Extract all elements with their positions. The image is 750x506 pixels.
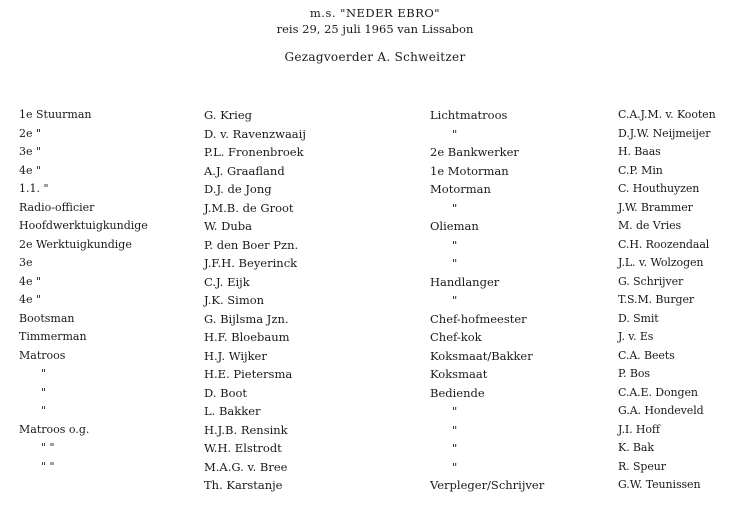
rank-column-right bbox=[430, 106, 610, 495]
crew-name-entry: T.S.M. Burger bbox=[618, 293, 695, 306]
rank-entry: 1e Stuurman bbox=[19, 108, 92, 121]
rank-entry: Chef-hofmeester bbox=[430, 311, 527, 326]
rank-entry: " bbox=[452, 441, 458, 455]
crew-name-entry: P. den Boer Pzn. bbox=[204, 237, 299, 252]
crew-name-entry: W.H. Elstrodt bbox=[204, 441, 282, 455]
crew-name-entry: G.W. Teunissen bbox=[618, 478, 701, 491]
rank-entry: 2e Bankwerker bbox=[430, 145, 519, 159]
crew-name-entry: L. Bakker bbox=[204, 404, 261, 418]
crew-name-entry: C.H. Roozendaal bbox=[618, 237, 710, 251]
crew-name-entry: D.J. de Jong bbox=[204, 182, 272, 196]
crew-name-entry: M. de Vries bbox=[618, 219, 682, 232]
rank-entry: Koksmaat/Bakker bbox=[430, 348, 533, 363]
crew-name-entry: J.L. v. Wolzogen bbox=[618, 256, 704, 269]
crew-name-entry: R. Speur bbox=[618, 459, 666, 473]
rank-entry: " bbox=[452, 256, 458, 270]
crew-name-entry: G. Schrijver bbox=[618, 274, 684, 288]
crew-name-entry: W. Duba bbox=[204, 219, 252, 233]
rank-entry: Motorman bbox=[430, 182, 491, 196]
crew-name-entry: P. Bos bbox=[618, 367, 650, 380]
crew-name-entry: C.A.J.M. v. Kooten bbox=[618, 108, 716, 121]
crew-name-entry: D. Smit bbox=[618, 311, 659, 325]
rank-entry: Lichtmatroos bbox=[430, 108, 508, 122]
rank-entry: " bbox=[41, 367, 47, 380]
name-column-left bbox=[204, 106, 404, 495]
rank-entry: 4e " bbox=[19, 274, 42, 288]
crew-name-entry: J. v. Es bbox=[618, 330, 654, 343]
captain-line: Gezagvoerder A. Schweitzer bbox=[284, 50, 466, 64]
rank-entry: 3e " bbox=[19, 145, 42, 158]
crew-name-entry: C.J. Eijk bbox=[204, 274, 250, 289]
rank-entry: " bbox=[452, 422, 458, 437]
crew-name-entry: C.P. Min bbox=[618, 163, 663, 177]
crew-name-entry: G.A. Hondeveld bbox=[618, 404, 704, 417]
rank-entry: Radio-officier bbox=[19, 200, 95, 214]
rank-entry: Chef-kok bbox=[430, 330, 482, 344]
rank-entry: " " bbox=[41, 441, 55, 454]
rank-entry: " bbox=[452, 404, 458, 418]
rank-entry: " bbox=[41, 385, 47, 399]
rank-entry: " bbox=[452, 200, 458, 215]
rank-column-left bbox=[19, 106, 194, 476]
crew-name-entry: C. Houthuyzen bbox=[618, 182, 700, 195]
rank-entry: Timmerman bbox=[19, 330, 87, 343]
crew-name-entry: A.J. Graafland bbox=[204, 163, 285, 178]
crew-name-entry: H. Baas bbox=[618, 145, 661, 158]
voyage-line: reis 29, 25 juli 1965 van Lissabon bbox=[276, 22, 474, 36]
crew-name-entry: J.W. Brammer bbox=[618, 200, 693, 214]
crew-name-entry: D.J.W. Neijmeijer bbox=[618, 126, 711, 140]
rank-entry: " bbox=[452, 293, 458, 307]
rank-entry: 1e Motorman bbox=[430, 163, 509, 178]
crew-name-entry: C.A.E. Dongen bbox=[618, 385, 698, 399]
crew-name-entry: Th. Karstanje bbox=[204, 478, 283, 492]
rank-entry: " bbox=[452, 126, 458, 141]
rank-entry: Hoofdwerktuigkundige bbox=[19, 219, 148, 232]
crew-name-entry: J.M.B. de Groot bbox=[204, 200, 294, 215]
crew-name-entry: D. v. Ravenzwaaij bbox=[204, 126, 306, 141]
crew-name-entry: K. Bak bbox=[618, 441, 654, 454]
rank-entry: 1.1. " bbox=[19, 182, 49, 195]
crew-name-entry: J.I. Hoff bbox=[618, 422, 660, 436]
crew-name-entry: P.L. Fronenbroek bbox=[204, 145, 304, 159]
crew-name-entry: C.A. Beets bbox=[618, 348, 675, 362]
crew-name-entry: H.J. Wijker bbox=[204, 348, 267, 363]
crew-name-entry: M.A.G. v. Bree bbox=[204, 459, 288, 474]
crew-name-entry: J.K. Simon bbox=[204, 293, 265, 307]
rank-entry: Koksmaat bbox=[430, 367, 488, 381]
rank-entry: " bbox=[452, 237, 458, 252]
crew-name-entry: D. Boot bbox=[204, 385, 248, 400]
rank-entry: Bootsman bbox=[19, 311, 75, 325]
rank-entry: 2e Werktuigkundige bbox=[19, 237, 132, 251]
rank-entry: Matroos o.g. bbox=[19, 422, 90, 436]
crew-name-entry: G. Bijlsma Jzn. bbox=[204, 311, 289, 326]
rank-entry: " bbox=[452, 459, 458, 474]
rank-entry: Bediende bbox=[430, 385, 485, 400]
rank-entry: Matroos bbox=[19, 348, 66, 362]
rank-entry: Verpleger/Schrijver bbox=[430, 478, 545, 492]
name-column-right bbox=[618, 106, 750, 495]
rank-entry: 4e " bbox=[19, 163, 42, 177]
rank-entry: Handlanger bbox=[430, 274, 500, 289]
crew-name-entry: G. Krieg bbox=[204, 108, 253, 122]
crew-name-entry: H.J.B. Rensink bbox=[204, 422, 288, 437]
crew-name-entry: J.F.H. Beyerinck bbox=[204, 256, 298, 270]
crew-name-entry: H.E. Pietersma bbox=[204, 367, 293, 381]
crew-name-entry: H.F. Bloebaum bbox=[204, 330, 290, 344]
ship-name: m.s. "NEDER EBRO" bbox=[309, 6, 441, 20]
rank-entry: " " bbox=[41, 459, 55, 473]
rank-entry: " bbox=[41, 404, 47, 417]
rank-entry: 2e " bbox=[19, 126, 42, 140]
rank-entry: 4e " bbox=[19, 293, 42, 306]
rank-entry: Olieman bbox=[430, 219, 479, 233]
rank-entry: 3e bbox=[19, 256, 33, 269]
